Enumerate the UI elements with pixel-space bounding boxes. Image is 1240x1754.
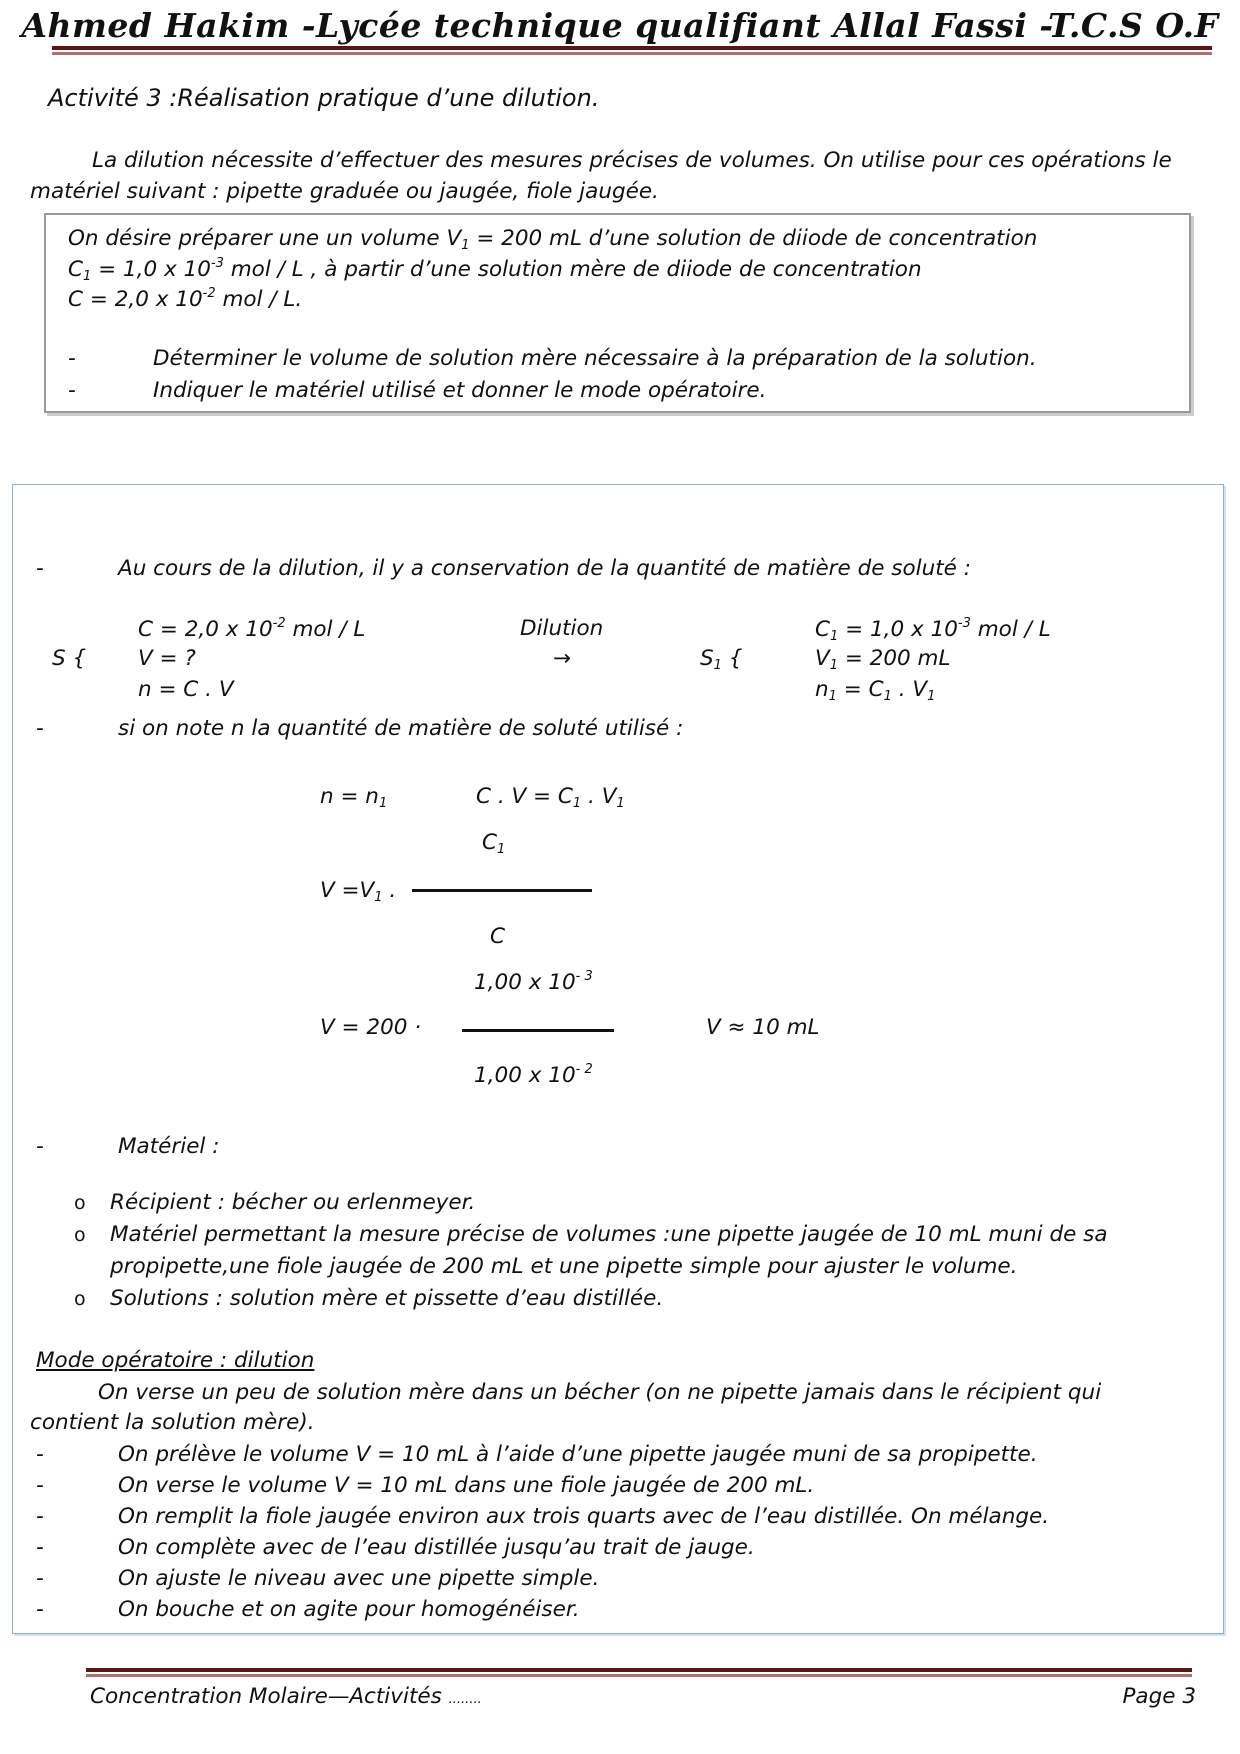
result-volume: V ≈ 10 mL — [706, 1015, 820, 1040]
s-label: S { — [52, 646, 87, 671]
materiel-title: Matériel : — [118, 1134, 220, 1159]
dash-materiel: - — [36, 1134, 44, 1159]
s1-volume: $V_1 = 200$ mL — [815, 646, 951, 673]
step-dash-2: - — [36, 1473, 44, 1498]
intro-paragraph — [30, 145, 1230, 207]
bullet-1: o — [74, 1192, 86, 1214]
step-4: On complète avec de l’eau distillée jusqu’au trait de jauge. — [118, 1535, 755, 1560]
frac1-denominator: C — [490, 924, 506, 949]
dash-conservation: - — [36, 556, 44, 581]
materiel-item-1: Récipient : bécher ou erlenmeyer. — [110, 1190, 476, 1215]
step-dash-5: - — [36, 1566, 44, 1591]
note-text: si on note n la quantité de matière de soluté utilisé : — [118, 716, 684, 741]
frac1-numerator: $C_1$ — [482, 830, 506, 857]
bullet-2: o — [74, 1224, 86, 1246]
mode-intro-2: contient la solution mère). — [30, 1410, 315, 1435]
eq-n: $n = n_1$ — [320, 784, 388, 811]
s1-label: $S_1$ { — [700, 646, 743, 673]
question-dash-2: - — [68, 378, 76, 403]
materiel-item-3: Solutions : solution mère et pissette d’eau distillée. — [110, 1286, 664, 1311]
statement-line-2: $C_1 = 1,0$ x $10^{-3}$ mol / L , à partir d’une solution mère de diiode de concentration — [68, 256, 922, 284]
frac2-denominator: 1,00 x $10^{- 2}$ — [474, 1062, 593, 1088]
s-concentration: C = 2,0 x $10^{-2}$ mol / L — [138, 616, 366, 642]
mode-title: Mode opératoire : dilution — [36, 1348, 315, 1373]
dilution-label: Dilution — [520, 616, 604, 641]
intro-text: La dilution nécessite d’effectuer des mesures précises de volumes. On utilise pour ces opérations le matériel suivant : pipette graduée ou jaugée, fiole jaugée. — [30, 148, 1172, 204]
dash-note: - — [36, 716, 44, 741]
materiel-item-2-cont: propipette,une fiole jaugée de 200 mL et une pipette simple pour ajuster le volume. — [110, 1254, 1018, 1279]
statement-line-3: C = 2,0 x $10^{-2}$ mol / L. — [68, 286, 303, 312]
question-1: Déterminer le volume de solution mère nécessaire à la préparation de la solution. — [153, 346, 1037, 371]
step-dash-4: - — [36, 1535, 44, 1560]
s1-quantity: $n_1 = C_1$ . $V_1$ — [815, 677, 936, 704]
step-dash-6: - — [36, 1597, 44, 1622]
statement-line-1: On désire préparer une un volume $V_1 = 200$ mL d’une solution de diiode de concentration — [68, 226, 1038, 253]
mode-intro-1: On verse un peu de solution mère dans un bécher (on ne pipette jamais dans le récipient qui — [98, 1380, 1102, 1405]
activity-title: Activité 3 :Réalisation pratique d’une dilution. — [48, 84, 600, 112]
step-dash-1: - — [36, 1442, 44, 1467]
s-volume: V = ? — [138, 646, 196, 671]
footer-left: Concentration Molaire—Activités ........ — [90, 1684, 482, 1709]
footer-rule-light — [86, 1674, 1192, 1677]
footer-rule — [86, 1668, 1192, 1672]
step-3: On remplit la fiole jaugée environ aux trois quarts avec de l’eau distillée. On mélange. — [118, 1504, 1050, 1529]
s-quantity: n = C . V — [138, 677, 234, 702]
s1-concentration: $C_1 = 1,0$ x $10^{-3}$ mol / L — [815, 616, 1051, 644]
materiel-item-2: Matériel permettant la mesure précise de volumes :une pipette jaugée de 10 mL muni de sa — [110, 1222, 1108, 1247]
page-header-title: Ahmed Hakim -Lycée technique qualifiant Allal Fassi -T.C.S O.F — [21, 6, 1219, 45]
frac2-left: V = 200 · — [320, 1015, 422, 1040]
frac2-numerator: 1,00 x $10^{- 3}$ — [474, 969, 593, 995]
header-rule-light — [52, 52, 1212, 55]
footer-page-number: Page 3 — [1122, 1684, 1196, 1709]
frac1-bar — [412, 889, 592, 892]
step-dash-3: - — [36, 1504, 44, 1529]
step-2: On verse le volume V = 10 mL dans une fiole jaugée de 200 mL. — [118, 1473, 815, 1498]
header-rule — [52, 46, 1212, 50]
question-2: Indiquer le matériel utilisé et donner le mode opératoire. — [153, 378, 767, 403]
frac2-bar — [462, 1029, 614, 1032]
arrow-icon: → — [553, 646, 572, 671]
step-6: On bouche et on agite pour homogénéiser. — [118, 1597, 580, 1622]
question-dash-1: - — [68, 346, 76, 371]
conservation-text: Au cours de la dilution, il y a conservation de la quantité de matière de soluté : — [118, 556, 971, 581]
eq-cv: C . $V = C_1$ . $V_1$ — [476, 784, 625, 811]
frac1-left: $V =V_1$ . — [320, 878, 397, 905]
step-5: On ajuste le niveau avec une pipette simple. — [118, 1566, 600, 1591]
step-1: On prélève le volume V = 10 mL à l’aide d’une pipette jaugée muni de sa propipette. — [118, 1442, 1038, 1467]
bullet-3: o — [74, 1288, 86, 1310]
